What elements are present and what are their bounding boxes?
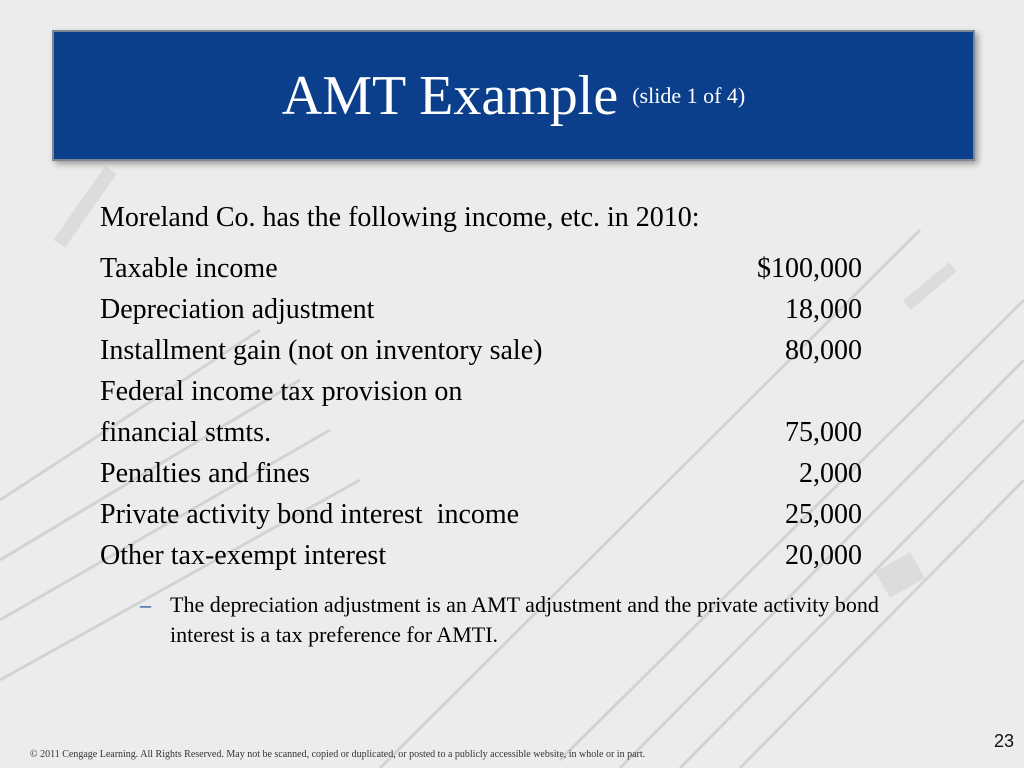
income-row	[100, 412, 862, 453]
item-label: Installment gain (not on inventory sale)	[100, 335, 543, 366]
income-row	[100, 330, 862, 371]
note-text: The depreciation adjustment is an AMT adjustment and the private activity bond interest is a tax preference for AMTI.	[170, 592, 879, 647]
item-label: Federal income tax provision on	[100, 376, 463, 407]
item-label: Other tax-exempt interest	[100, 540, 387, 571]
slide-body	[100, 198, 940, 650]
income-row	[100, 248, 862, 289]
item-amount: 18,000	[785, 294, 862, 325]
slide-title: AMT Example	[281, 64, 619, 127]
item-label: Taxable income	[100, 253, 278, 284]
page-number: 23	[993, 731, 1014, 751]
item-label: Penalties and fines	[100, 458, 310, 489]
copyright-footer: © 2011 Cengage Learning. All Rights Reserved. May not be scanned, copied or duplicated, or posted to a publicly accessible website, in whole or in part.	[30, 749, 646, 760]
income-row	[100, 494, 862, 535]
income-row	[100, 371, 862, 412]
item-amount: 20,000	[785, 540, 862, 571]
item-label: Private activity bond interest income	[100, 499, 520, 530]
item-amount: 25,000	[785, 499, 862, 530]
slide-subtitle: (slide 1 of 4)	[632, 82, 746, 108]
intro-text: Moreland Co. has the following income, etc. in 2010:	[100, 202, 700, 233]
item-label: financial stmts.	[100, 417, 272, 448]
item-amount: 75,000	[785, 417, 862, 448]
item-label: Depreciation adjustment	[100, 294, 375, 325]
title-banner	[52, 30, 975, 161]
item-amount: 80,000	[785, 335, 862, 366]
item-amount: $100,000	[757, 253, 862, 284]
item-amount: 2,000	[799, 458, 862, 489]
income-row	[100, 289, 862, 330]
income-row	[100, 453, 862, 494]
income-row	[100, 535, 862, 576]
dash-bullet-icon: –	[140, 592, 151, 617]
note-bullet	[100, 590, 940, 650]
